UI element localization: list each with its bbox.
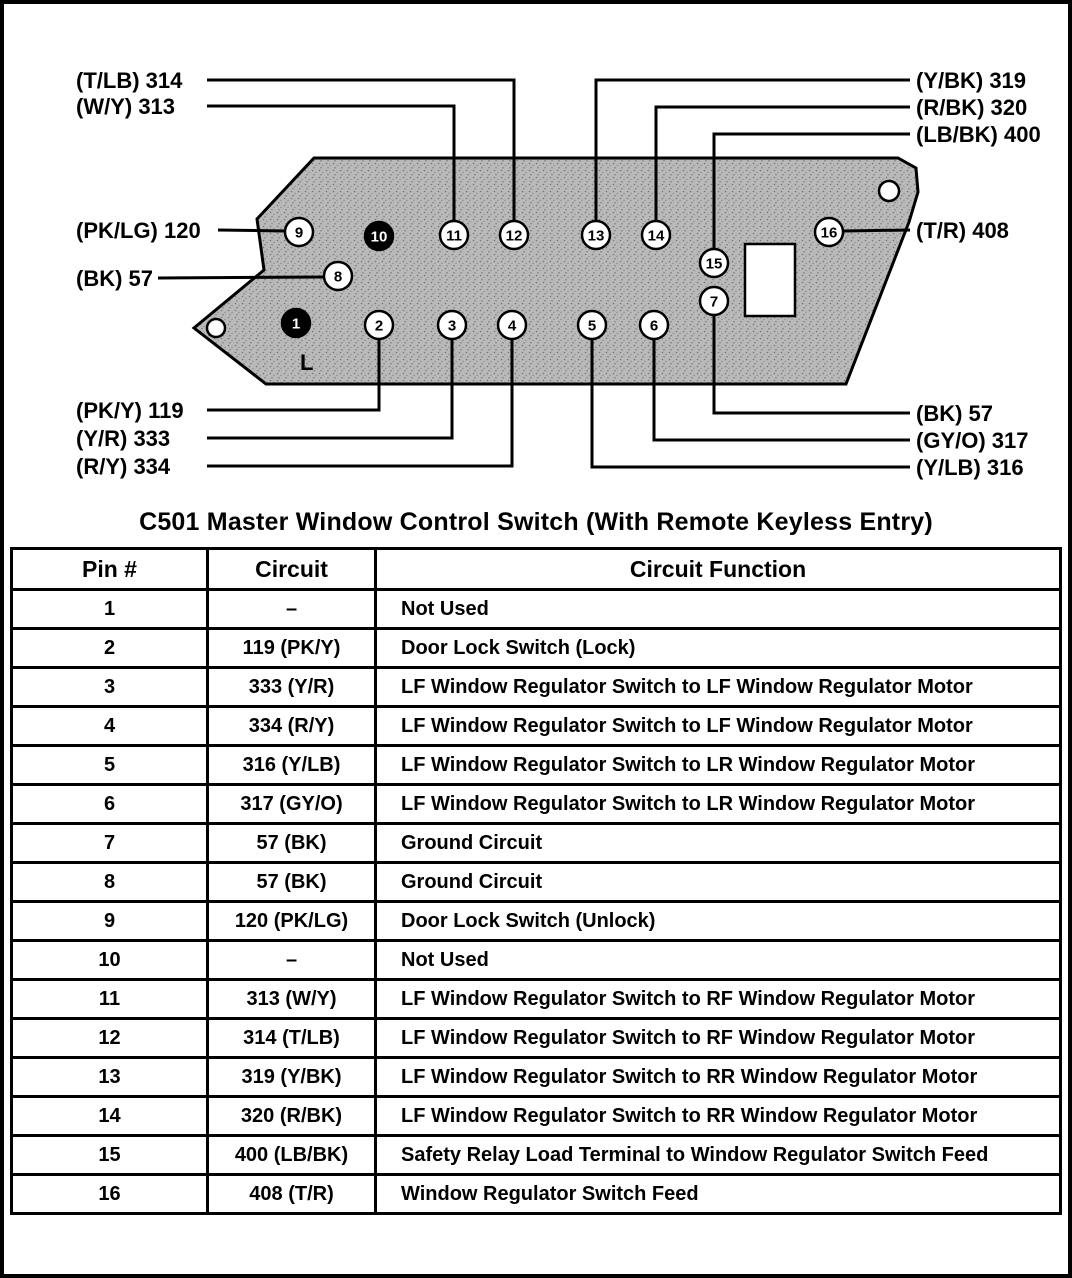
pin-cell: 1 (12, 590, 208, 629)
wire-label: (BK) 57 (76, 266, 154, 291)
function-cell: LF Window Regulator Switch to RR Window Regulator Motor (376, 1097, 1061, 1136)
pin-cell: 11 (12, 980, 208, 1019)
pin-marker (285, 218, 313, 246)
circuit-cell: 333 (Y/R) (208, 668, 376, 707)
pin-cell: 14 (12, 1097, 208, 1136)
pin-marker (582, 221, 610, 249)
wire-label: (GY/O) 317 (916, 428, 1029, 453)
function-cell: Not Used (376, 590, 1061, 629)
table-row (12, 785, 1061, 824)
svg-text:8: 8 (333, 268, 343, 286)
circuit-cell: 319 (Y/BK) (208, 1058, 376, 1097)
svg-text:7: 7 (709, 293, 719, 311)
pin-cell: 16 (12, 1175, 208, 1214)
circuit-cell: 320 (R/BK) (208, 1097, 376, 1136)
circuit-cell: 120 (PK/LG) (208, 902, 376, 941)
function-cell: Not Used (376, 941, 1061, 980)
wire-label: (BK) 57 (916, 401, 994, 426)
connector-diagram-svg (10, 8, 1062, 500)
circuit-cell: 313 (W/Y) (208, 980, 376, 1019)
pin-marker (438, 311, 466, 339)
pin-cell: 5 (12, 746, 208, 785)
pin-marker (324, 262, 352, 290)
wire-lead-120 (218, 230, 285, 231)
pin-cell: 6 (12, 785, 208, 824)
pin-cell: 15 (12, 1136, 208, 1175)
wire-label: (T/LB) 314 (76, 68, 183, 93)
function-cell: LF Window Regulator Switch to RR Window Regulator Motor (376, 1058, 1061, 1097)
table-row (12, 590, 1061, 629)
wire-lead-408 (843, 230, 910, 231)
table-row (12, 1136, 1061, 1175)
table-row (12, 941, 1061, 980)
pin-marker (500, 221, 528, 249)
table-row (12, 902, 1061, 941)
table-row (12, 1175, 1061, 1214)
table-header-row (12, 549, 1061, 590)
pin-cell: 7 (12, 824, 208, 863)
pin-marker (498, 311, 526, 339)
function-cell: LF Window Regulator Switch to LF Window Regulator Motor (376, 668, 1061, 707)
wire-label: (R/Y) 334 (76, 454, 171, 479)
wire-lead-57-upper (158, 277, 323, 278)
pinout-table (10, 547, 1062, 1215)
pin-marker (700, 249, 728, 277)
wire-label: (R/BK) 320 (916, 95, 1028, 120)
pin-cell: 4 (12, 707, 208, 746)
pin-cell: 8 (12, 863, 208, 902)
function-cell: Safety Relay Load Terminal to Window Regulator Switch Feed (376, 1136, 1061, 1175)
svg-text:2: 2 (374, 317, 384, 335)
mount-hole-left-icon (207, 319, 225, 337)
circuit-cell: 334 (R/Y) (208, 707, 376, 746)
function-cell: Window Regulator Switch Feed (376, 1175, 1061, 1214)
pin-marker (642, 221, 670, 249)
circuit-cell: 57 (BK) (208, 824, 376, 863)
svg-text:1: 1 (291, 315, 301, 333)
table-row (12, 824, 1061, 863)
function-cell: LF Window Regulator Switch to LF Window Regulator Motor (376, 707, 1061, 746)
wire-label: (T/R) 408 (916, 218, 1009, 243)
svg-text:16: 16 (820, 224, 838, 242)
svg-text:14: 14 (647, 227, 665, 245)
svg-text:12: 12 (505, 227, 523, 245)
circuit-cell: – (208, 590, 376, 629)
svg-text:11: 11 (446, 227, 462, 245)
pin-marker (578, 311, 606, 339)
function-cell: Ground Circuit (376, 863, 1061, 902)
pin-marker (365, 222, 393, 250)
page-title: C501 Master Window Control Switch (With Remote Keyless Entry) (139, 508, 933, 536)
table-row (12, 1019, 1061, 1058)
pin-cell: 2 (12, 629, 208, 668)
pin-cell: 3 (12, 668, 208, 707)
circuit-cell: 57 (BK) (208, 863, 376, 902)
wire-label: (Y/LB) 316 (916, 455, 1024, 480)
pin-marker (440, 221, 468, 249)
function-cell: Ground Circuit (376, 824, 1061, 863)
table-row (12, 980, 1061, 1019)
connector-diagram (10, 8, 1062, 500)
header-circuit: Circuit (208, 549, 376, 590)
pin-cell: 9 (12, 902, 208, 941)
svg-text:5: 5 (587, 317, 597, 335)
function-cell: LF Window Regulator Switch to RF Window Regulator Motor (376, 980, 1061, 1019)
wire-label: (PK/Y) 119 (76, 398, 184, 423)
table-row (12, 1097, 1061, 1136)
table-row (12, 1058, 1061, 1097)
orientation-mark: L (300, 350, 314, 375)
function-cell: Door Lock Switch (Lock) (376, 629, 1061, 668)
circuit-cell: – (208, 941, 376, 980)
function-cell: LF Window Regulator Switch to RF Window Regulator Motor (376, 1019, 1061, 1058)
pin-marker (282, 309, 310, 337)
circuit-cell: 314 (T/LB) (208, 1019, 376, 1058)
keyway-rect (745, 244, 795, 316)
function-cell: LF Window Regulator Switch to LR Window Regulator Motor (376, 785, 1061, 824)
table-row (12, 863, 1061, 902)
circuit-cell: 119 (PK/Y) (208, 629, 376, 668)
circuit-cell: 317 (GY/O) (208, 785, 376, 824)
circuit-cell: 408 (T/R) (208, 1175, 376, 1214)
circuit-cell: 316 (Y/LB) (208, 746, 376, 785)
pin-cell: 13 (12, 1058, 208, 1097)
table-row (12, 746, 1061, 785)
pin-cell: 12 (12, 1019, 208, 1058)
table-row (12, 629, 1061, 668)
svg-text:3: 3 (447, 317, 457, 335)
wire-label: (LB/BK) 400 (916, 122, 1041, 147)
mount-hole-right-icon (879, 181, 899, 201)
svg-text:10: 10 (370, 228, 388, 246)
circuit-cell: 400 (LB/BK) (208, 1136, 376, 1175)
function-cell: LF Window Regulator Switch to LR Window Regulator Motor (376, 746, 1061, 785)
svg-text:15: 15 (705, 255, 723, 273)
svg-text:4: 4 (507, 317, 517, 335)
header-function: Circuit Function (376, 549, 1061, 590)
pin-marker (365, 311, 393, 339)
table-row (12, 668, 1061, 707)
pin-marker (815, 218, 843, 246)
wire-label: (Y/R) 333 (76, 426, 171, 451)
pin-marker (700, 287, 728, 315)
header-pin: Pin # (12, 549, 208, 590)
svg-text:13: 13 (587, 227, 605, 245)
pin-marker (640, 311, 668, 339)
wire-label: (Y/BK) 319 (916, 68, 1027, 93)
wire-label: (W/Y) 313 (76, 94, 176, 119)
function-cell: Door Lock Switch (Unlock) (376, 902, 1061, 941)
wire-label: (PK/LG) 120 (76, 218, 201, 243)
svg-text:6: 6 (649, 317, 659, 335)
table-row (12, 707, 1061, 746)
svg-text:9: 9 (294, 224, 304, 242)
pin-cell: 10 (12, 941, 208, 980)
